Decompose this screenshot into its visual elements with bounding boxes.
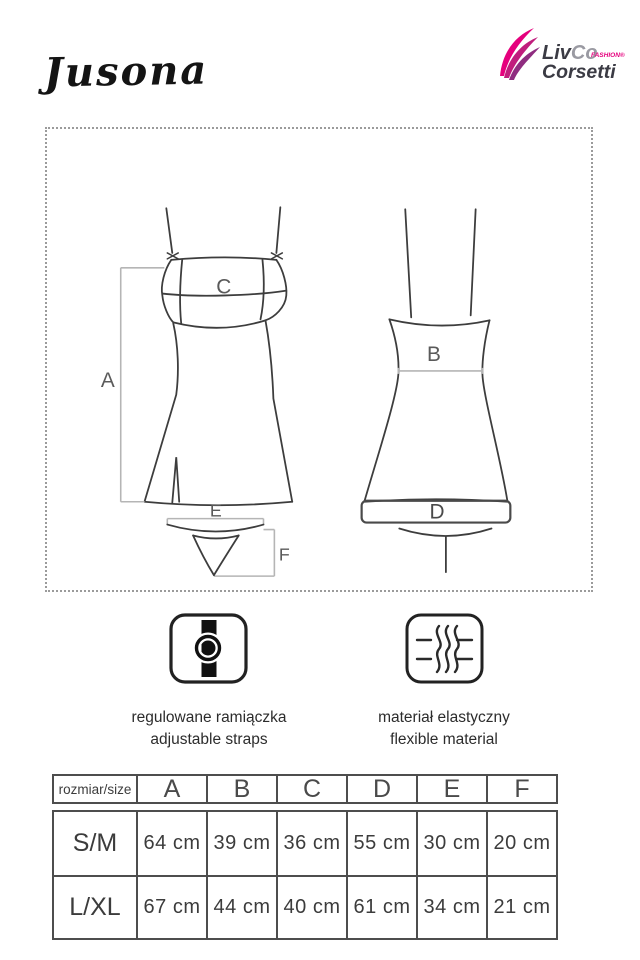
flexible-material-icon [404,612,486,686]
bow-right-icon [271,253,282,259]
lxl-value-E: 34 cm [416,877,486,938]
size-name-sm: S/M [72,829,118,857]
feature-caption-material [314,707,574,751]
column-header-D: D [346,776,416,802]
feature-caption-straps [79,707,339,751]
column-header-E: E [416,776,486,802]
measure-bracket-E-F [167,519,274,577]
back-strap-right [471,209,476,315]
measure-label-B: B [427,342,441,366]
size-table [52,774,558,940]
lxl-value-B: 44 cm [206,877,276,938]
table-row-lxl [54,875,556,938]
logo-fashion-text: FASHION® [591,52,625,59]
diagram-frame [45,127,593,592]
size-table-header-label: rozmiar/size [58,781,132,797]
feature-caption-material-en: flexible material [390,731,498,748]
sm-value-F: 20 cm [486,812,556,875]
size-table-header-row [52,774,558,804]
feature-caption-material-pl: materiał elastyczny [378,709,510,726]
measure-bracket-B [398,368,482,374]
feature-caption-straps-pl: regulowane ramiączka [131,709,287,726]
size-name-lxl: L/XL [69,893,121,921]
sm-value-C: 36 cm [276,812,346,875]
logo-livco-text: LivCo [542,42,598,64]
column-header-A: A [136,776,206,802]
garment-diagram [47,129,591,590]
column-header-C: C [276,776,346,802]
brand-logo [490,26,630,84]
feature-caption-straps-en: adjustable straps [150,731,268,748]
lxl-value-A: 67 cm [136,877,206,938]
sm-value-E: 30 cm [416,812,486,875]
front-strap-right [276,207,280,253]
front-strap-left [166,208,172,253]
measure-label-E: E [209,500,222,521]
measure-bracket-A [121,268,165,502]
sm-value-A: 64 cm [136,812,206,875]
sm-value-D: 55 cm [346,812,416,875]
front-view-drawing [145,207,293,505]
measure-label-F: F [278,544,290,565]
logo-corsetti-text: Corsetti [542,61,616,83]
column-header-F: F [486,776,556,802]
measure-label-A: A [100,368,115,392]
size-table-body [52,810,558,940]
measure-label-C: C [216,275,232,299]
product-name: Jusona [43,46,209,97]
sm-value-B: 39 cm [206,812,276,875]
adjustable-straps-icon [168,612,250,686]
brand-wing-icon [500,28,540,80]
bow-left-icon [167,253,178,259]
table-row-sm [54,812,556,875]
back-strap-left [405,209,411,317]
measure-label-D: D [429,500,445,524]
lxl-value-F: 21 cm [486,877,556,938]
panty-drawing [167,525,263,576]
lxl-value-C: 40 cm [276,877,346,938]
column-header-B: B [206,776,276,802]
lxl-value-D: 61 cm [346,877,416,938]
